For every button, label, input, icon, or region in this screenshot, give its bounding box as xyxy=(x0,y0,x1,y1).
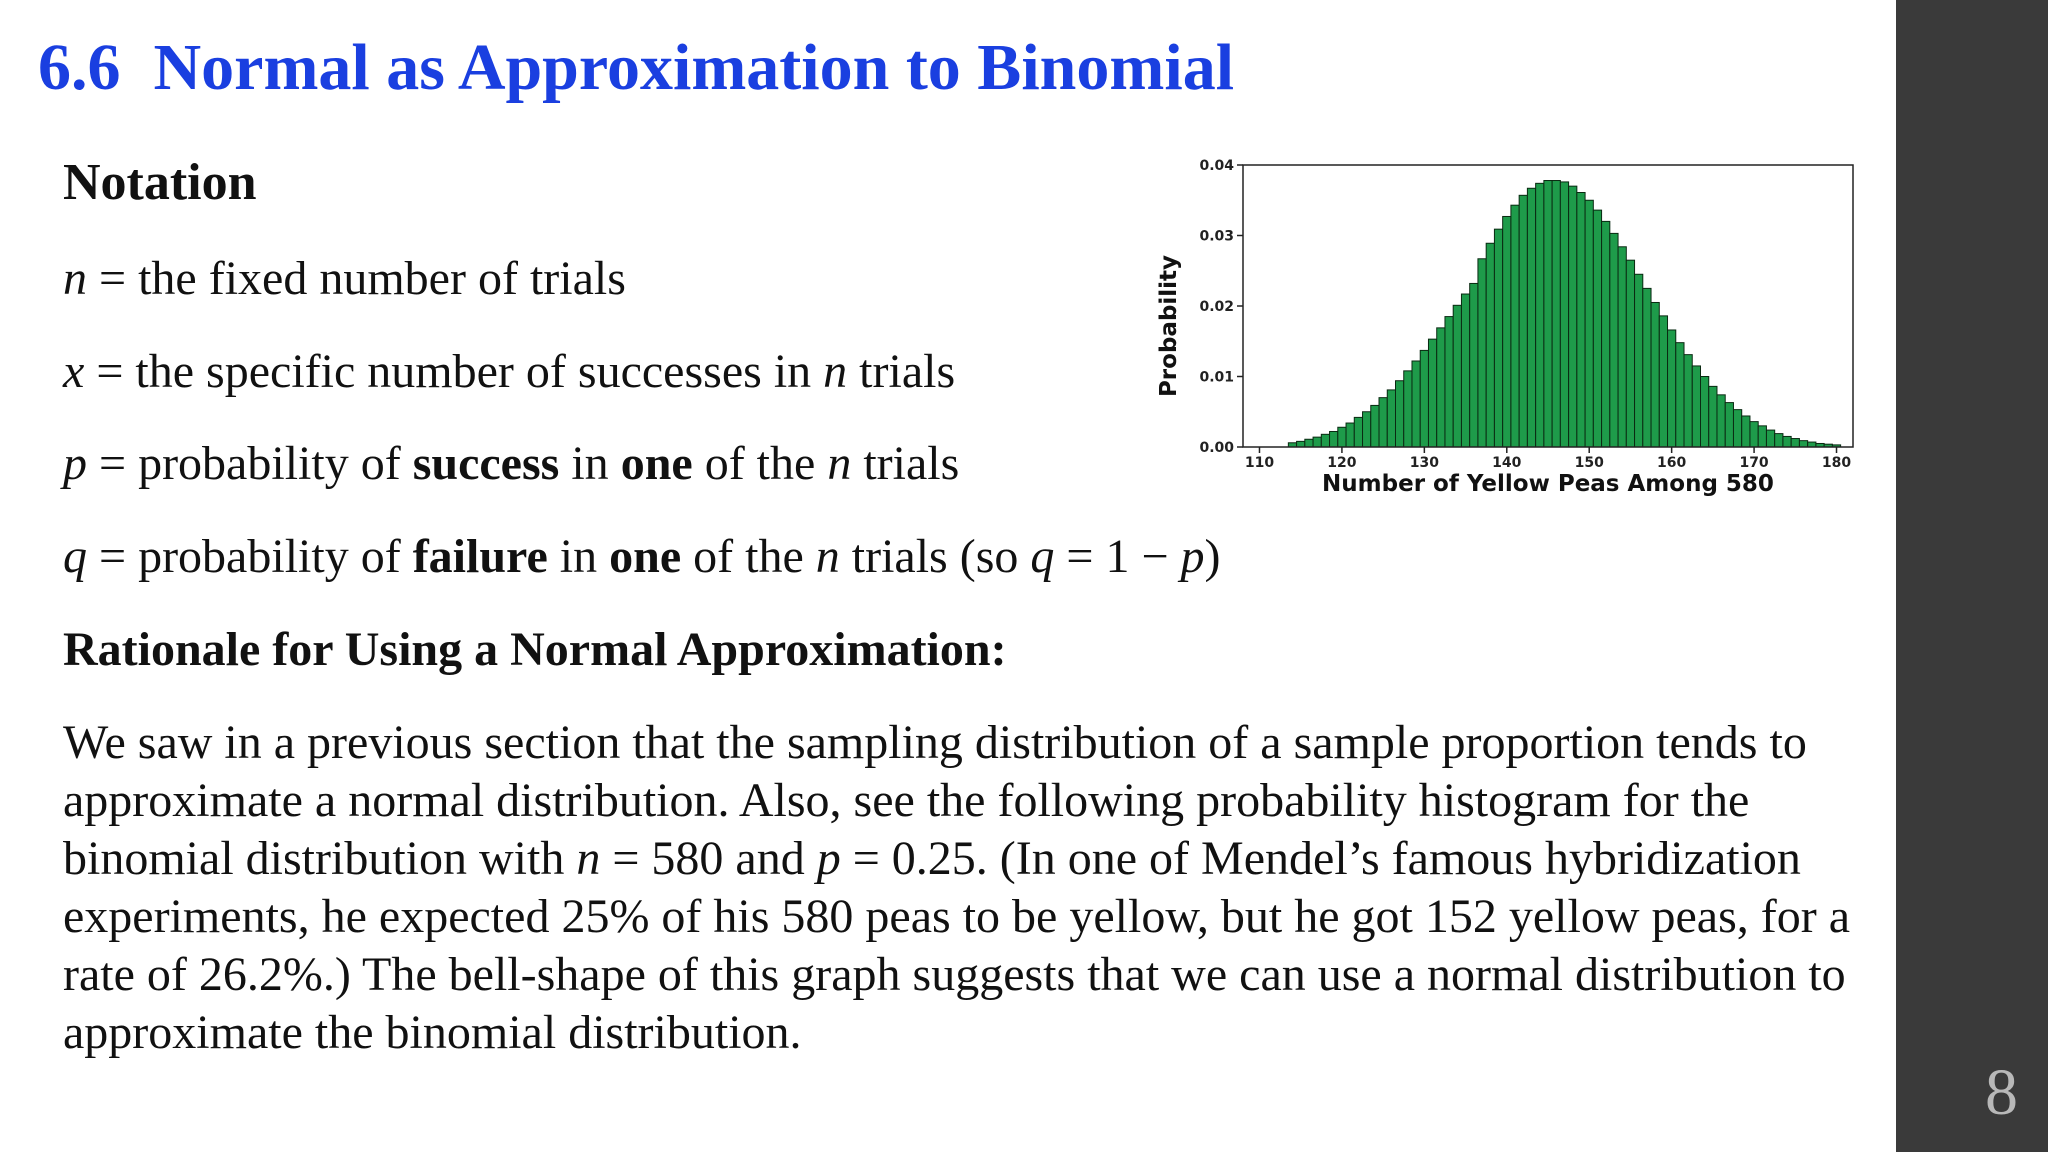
histogram-bar xyxy=(1412,361,1420,447)
rationale-heading: Rationale for Using a Normal Approximation: xyxy=(63,623,1007,676)
histogram-bar xyxy=(1717,395,1725,447)
paragraph-text: We saw in a previous section that the sampling distribution of a sample proportion tends to approximate a normal distribution. Also, see the following probability histogram for the binomial distribution with xyxy=(63,716,1807,885)
histogram-bar xyxy=(1775,434,1783,447)
histogram-bar xyxy=(1733,410,1741,447)
var-n: n xyxy=(576,832,601,885)
definition-p xyxy=(63,435,959,493)
histogram-bar xyxy=(1791,439,1799,447)
histogram-bar xyxy=(1503,216,1511,447)
histogram-bar xyxy=(1478,259,1486,447)
histogram-bar xyxy=(1577,193,1585,448)
bold-one: one xyxy=(609,530,682,583)
histogram-bar xyxy=(1602,221,1610,447)
histogram-bar xyxy=(1404,371,1412,447)
var-x: x xyxy=(63,345,85,398)
histogram-bar xyxy=(1346,423,1354,447)
paragraph-text: = 0.25. (In one of Mendel’s famous hybridization experiments, he expected 25% of his 580 peas to be yellow, but he got 152 yellow peas, for a rate of 26.2%.) The bell-shape of this graph suggests that we can use a normal distribution to approximate the binomial distribution. xyxy=(63,832,1851,1059)
definition-p-text: trials xyxy=(851,437,960,490)
histogram-bar xyxy=(1701,377,1709,448)
definition-q-text: ) xyxy=(1204,530,1221,583)
histogram-bar xyxy=(1709,386,1717,447)
y-tick-label: 0.00 xyxy=(1199,440,1234,456)
histogram-bar xyxy=(1725,403,1733,447)
paragraph-text: = 580 and xyxy=(600,832,817,885)
histogram-bar xyxy=(1313,437,1321,447)
var-p: p xyxy=(816,832,841,885)
histogram-bar xyxy=(1610,233,1618,447)
histogram-bar xyxy=(1379,398,1387,447)
histogram-bar xyxy=(1659,316,1667,447)
histogram-svg xyxy=(1140,150,1870,510)
histogram-bar xyxy=(1305,439,1313,447)
x-tick-label: 130 xyxy=(1409,455,1439,471)
var-n: n xyxy=(63,252,87,305)
histogram-bar xyxy=(1618,247,1626,447)
definition-n-text: = the fixed number of trials xyxy=(87,252,626,305)
histogram-bar xyxy=(1536,183,1544,447)
histogram-chart xyxy=(1140,150,1870,510)
histogram-bar xyxy=(1758,426,1766,447)
histogram-bar xyxy=(1676,343,1684,447)
x-tick-label: 170 xyxy=(1739,455,1769,471)
histogram-bar xyxy=(1626,260,1634,447)
histogram-bar xyxy=(1651,302,1659,447)
histogram-bar xyxy=(1750,422,1758,447)
y-tick-label: 0.04 xyxy=(1199,158,1234,174)
definition-q-text: in xyxy=(547,530,610,583)
x-tick-label: 150 xyxy=(1574,455,1604,471)
y-axis-label: Probability xyxy=(1156,254,1182,398)
histogram-bar xyxy=(1297,441,1305,447)
histogram-bar xyxy=(1338,427,1346,447)
histogram-bar xyxy=(1692,366,1700,447)
x-tick-label: 120 xyxy=(1327,455,1357,471)
histogram-bar xyxy=(1742,416,1750,447)
var-p: p xyxy=(63,437,87,490)
sidebar xyxy=(1896,0,2048,1152)
x-tick-label: 180 xyxy=(1821,455,1852,471)
histogram-bar xyxy=(1585,200,1593,447)
var-q: q xyxy=(1030,530,1055,583)
histogram-bar xyxy=(1544,181,1552,447)
histogram-bar xyxy=(1453,305,1461,447)
x-tick-label: 110 xyxy=(1244,455,1275,471)
definition-p-text: of the xyxy=(692,437,828,490)
notation-heading: Notation xyxy=(63,154,257,211)
definition-n xyxy=(63,250,626,308)
histogram-bar xyxy=(1420,350,1428,447)
var-p: p xyxy=(1180,530,1205,583)
histogram-bar xyxy=(1437,328,1445,447)
y-tick-label: 0.03 xyxy=(1199,228,1234,245)
histogram-bar xyxy=(1668,330,1676,447)
bold-one: one xyxy=(620,437,693,490)
histogram-bar xyxy=(1321,434,1329,447)
histogram-bar xyxy=(1494,229,1502,447)
definition-p-text: in xyxy=(559,437,621,490)
definition-q xyxy=(63,528,1221,586)
histogram-bar xyxy=(1354,417,1362,447)
definition-p-text: = probability of xyxy=(87,437,413,490)
histogram-bar xyxy=(1330,431,1338,447)
histogram-bar xyxy=(1461,294,1469,447)
definition-x-text-end: trials xyxy=(847,345,956,398)
var-n: n xyxy=(815,530,840,583)
histogram-bar xyxy=(1684,355,1692,447)
y-tick-label: 0.02 xyxy=(1199,299,1234,315)
histogram-bar xyxy=(1635,274,1643,447)
x-tick-label: 160 xyxy=(1657,455,1687,471)
histogram-bar xyxy=(1363,412,1371,447)
histogram-bar xyxy=(1643,288,1651,447)
histogram-bar xyxy=(1486,243,1494,447)
definition-q-text: trials (so xyxy=(839,530,1031,583)
histogram-bar xyxy=(1470,283,1478,447)
histogram-bar xyxy=(1387,390,1395,447)
histogram-bar xyxy=(1396,381,1404,447)
definition-q-text: = probability of xyxy=(87,530,413,583)
histogram-bar xyxy=(1783,436,1791,447)
histogram-bar xyxy=(1552,181,1560,447)
definition-x xyxy=(63,343,955,401)
bold-failure: failure xyxy=(412,530,548,583)
histogram-bar xyxy=(1371,405,1379,447)
definition-x-text: = the specific number of successes in xyxy=(84,345,824,398)
histogram-bar xyxy=(1560,182,1568,447)
histogram-bar xyxy=(1445,317,1453,447)
page-number: 8 xyxy=(1985,1056,2018,1129)
histogram-bar xyxy=(1593,210,1601,447)
histogram-bar xyxy=(1428,339,1436,447)
rationale-paragraph xyxy=(63,714,1893,1062)
histogram-bar xyxy=(1766,430,1774,447)
histogram-bar xyxy=(1569,186,1577,447)
histogram-bar xyxy=(1519,195,1527,447)
var-n: n xyxy=(827,437,852,490)
bold-success: success xyxy=(412,437,560,490)
histogram-bar xyxy=(1511,205,1519,447)
page-title: 6.6 Normal as Approximation to Binomial xyxy=(38,31,1235,104)
y-tick-label: 0.01 xyxy=(1199,369,1234,386)
var-n: n xyxy=(823,345,848,398)
x-axis-label: Number of Yellow Peas Among 580 xyxy=(1322,471,1774,497)
x-tick-label: 140 xyxy=(1492,455,1522,471)
definition-q-text: = 1 − xyxy=(1054,530,1181,583)
histogram-bar xyxy=(1527,188,1535,447)
histogram-bar xyxy=(1799,441,1807,447)
var-q: q xyxy=(63,530,87,583)
definition-q-text: of the xyxy=(681,530,816,583)
